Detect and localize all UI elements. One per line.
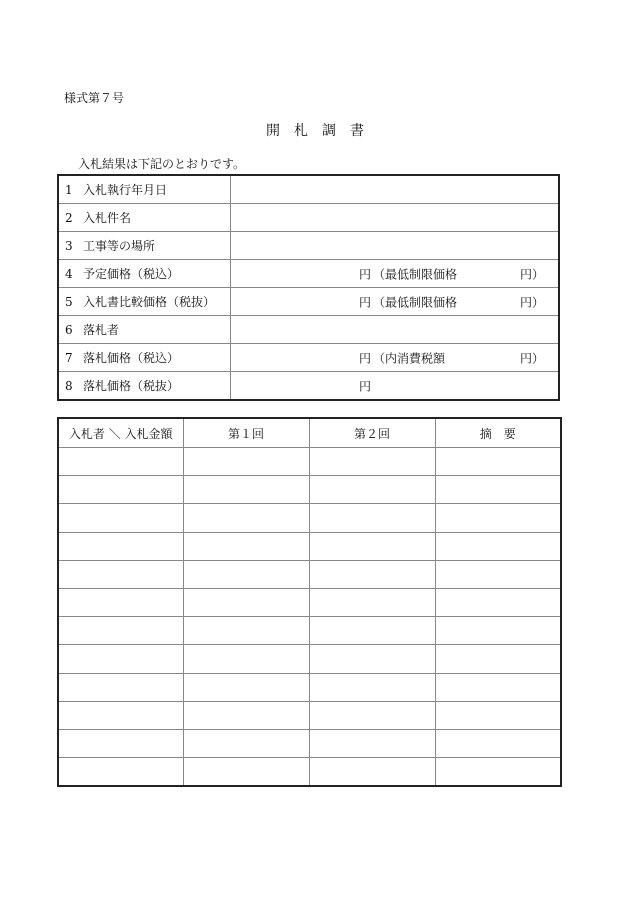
yen-unit-close: 円） [519, 267, 544, 281]
info-label: 3 工事等の場所 [58, 232, 231, 260]
table-row [58, 560, 561, 588]
round-1-cell[interactable] [183, 560, 309, 588]
bidder-cell[interactable] [58, 729, 183, 757]
bidder-cell[interactable] [58, 560, 183, 588]
bidder-cell[interactable] [58, 673, 183, 701]
bidder-cell[interactable] [58, 504, 183, 532]
info-label: 8 落札価格（税抜） [58, 372, 231, 401]
table-row [58, 729, 561, 757]
bid-info-table [57, 174, 560, 401]
round-2-cell[interactable] [309, 701, 435, 729]
info-row-winning-price-tax-incl [58, 344, 559, 372]
info-label: 2 入札件名 [58, 204, 231, 232]
remarks-cell[interactable] [435, 532, 561, 560]
round-2-cell[interactable] [309, 588, 435, 616]
header-bidder-amount: 入札者 ＼ 入札金額 [58, 418, 183, 448]
info-value-field[interactable] [231, 175, 560, 204]
table-row [58, 617, 561, 645]
yen-unit-close: 円） [519, 295, 544, 309]
remarks-cell[interactable] [435, 645, 561, 673]
round-1-cell[interactable] [183, 532, 309, 560]
bid-table-header [58, 418, 561, 448]
yen-unit-close: 円） [519, 351, 544, 365]
remarks-cell[interactable] [435, 701, 561, 729]
bidder-cell[interactable] [58, 701, 183, 729]
remarks-cell[interactable] [435, 560, 561, 588]
info-value-field[interactable] [231, 316, 560, 344]
header-remarks: 摘要 [435, 418, 561, 448]
round-2-cell[interactable] [309, 504, 435, 532]
bidder-cell[interactable] [58, 617, 183, 645]
remarks-cell[interactable] [435, 617, 561, 645]
yen-unit: 円 [359, 295, 372, 309]
min-price-label: （最低制限価格 [373, 267, 458, 281]
info-row-winner [58, 316, 559, 344]
remarks-cell[interactable] [435, 476, 561, 504]
remarks-cell[interactable] [435, 729, 561, 757]
info-value-field[interactable] [231, 372, 560, 401]
yen-unit: 円 [359, 267, 372, 281]
min-price-label: （最低制限価格 [373, 295, 458, 309]
round-1-cell[interactable] [183, 673, 309, 701]
info-value-field[interactable] [231, 344, 560, 372]
round-2-cell[interactable] [309, 645, 435, 673]
info-row-date [58, 175, 559, 204]
round-2-cell[interactable] [309, 729, 435, 757]
consumption-tax-label: （内消費税額 [373, 351, 446, 365]
round-1-cell[interactable] [183, 758, 309, 787]
info-row-subject [58, 204, 559, 232]
info-label: 6 落札者 [58, 316, 231, 344]
info-value-field[interactable] [231, 288, 560, 316]
info-row-winning-price-tax-excl [58, 372, 559, 401]
table-row [58, 448, 561, 476]
round-2-cell[interactable] [309, 560, 435, 588]
info-label: 1 入札執行年月日 [58, 175, 231, 204]
info-row-location [58, 232, 559, 260]
form-number: 様式第７号 [64, 91, 125, 105]
bidder-cell[interactable] [58, 476, 183, 504]
table-row [58, 758, 561, 787]
info-row-comparison-price [58, 288, 559, 316]
round-1-cell[interactable] [183, 448, 309, 476]
header-round-2: 第２回 [309, 418, 435, 448]
round-2-cell[interactable] [309, 673, 435, 701]
remarks-cell[interactable] [435, 504, 561, 532]
info-label: 4 予定価格（税込） [58, 260, 231, 288]
bidder-cell[interactable] [58, 588, 183, 616]
remarks-cell[interactable] [435, 758, 561, 787]
table-row [58, 701, 561, 729]
remarks-cell[interactable] [435, 588, 561, 616]
round-1-cell[interactable] [183, 729, 309, 757]
yen-unit: 円 [359, 379, 372, 393]
round-2-cell[interactable] [309, 448, 435, 476]
yen-unit: 円 [359, 351, 372, 365]
table-row [58, 673, 561, 701]
bid-results-table [57, 417, 562, 787]
info-value-field[interactable] [231, 232, 560, 260]
intro-text: 入札結果は下記のとおりです。 [78, 157, 246, 171]
round-1-cell[interactable] [183, 504, 309, 532]
round-2-cell[interactable] [309, 617, 435, 645]
header-round-1: 第１回 [183, 418, 309, 448]
table-row [58, 588, 561, 616]
table-row [58, 532, 561, 560]
round-1-cell[interactable] [183, 617, 309, 645]
table-row [58, 645, 561, 673]
round-1-cell[interactable] [183, 588, 309, 616]
info-label: 5 入札書比較価格（税抜） [58, 288, 231, 316]
remarks-cell[interactable] [435, 448, 561, 476]
info-label: 7 落札価格（税込） [58, 344, 231, 372]
info-row-planned-price [58, 260, 559, 288]
bidder-cell[interactable] [58, 645, 183, 673]
round-2-cell[interactable] [309, 532, 435, 560]
round-1-cell[interactable] [183, 701, 309, 729]
bidder-cell[interactable] [58, 448, 183, 476]
bidder-cell[interactable] [58, 532, 183, 560]
info-value-field[interactable] [231, 260, 560, 288]
table-row [58, 476, 561, 504]
round-2-cell[interactable] [309, 476, 435, 504]
round-1-cell[interactable] [183, 476, 309, 504]
round-2-cell[interactable] [309, 758, 435, 787]
round-1-cell[interactable] [183, 645, 309, 673]
info-value-field[interactable] [231, 204, 560, 232]
document-title: 開札調書 [266, 123, 378, 139]
table-row [58, 504, 561, 532]
remarks-cell[interactable] [435, 673, 561, 701]
bidder-cell[interactable] [58, 758, 183, 787]
